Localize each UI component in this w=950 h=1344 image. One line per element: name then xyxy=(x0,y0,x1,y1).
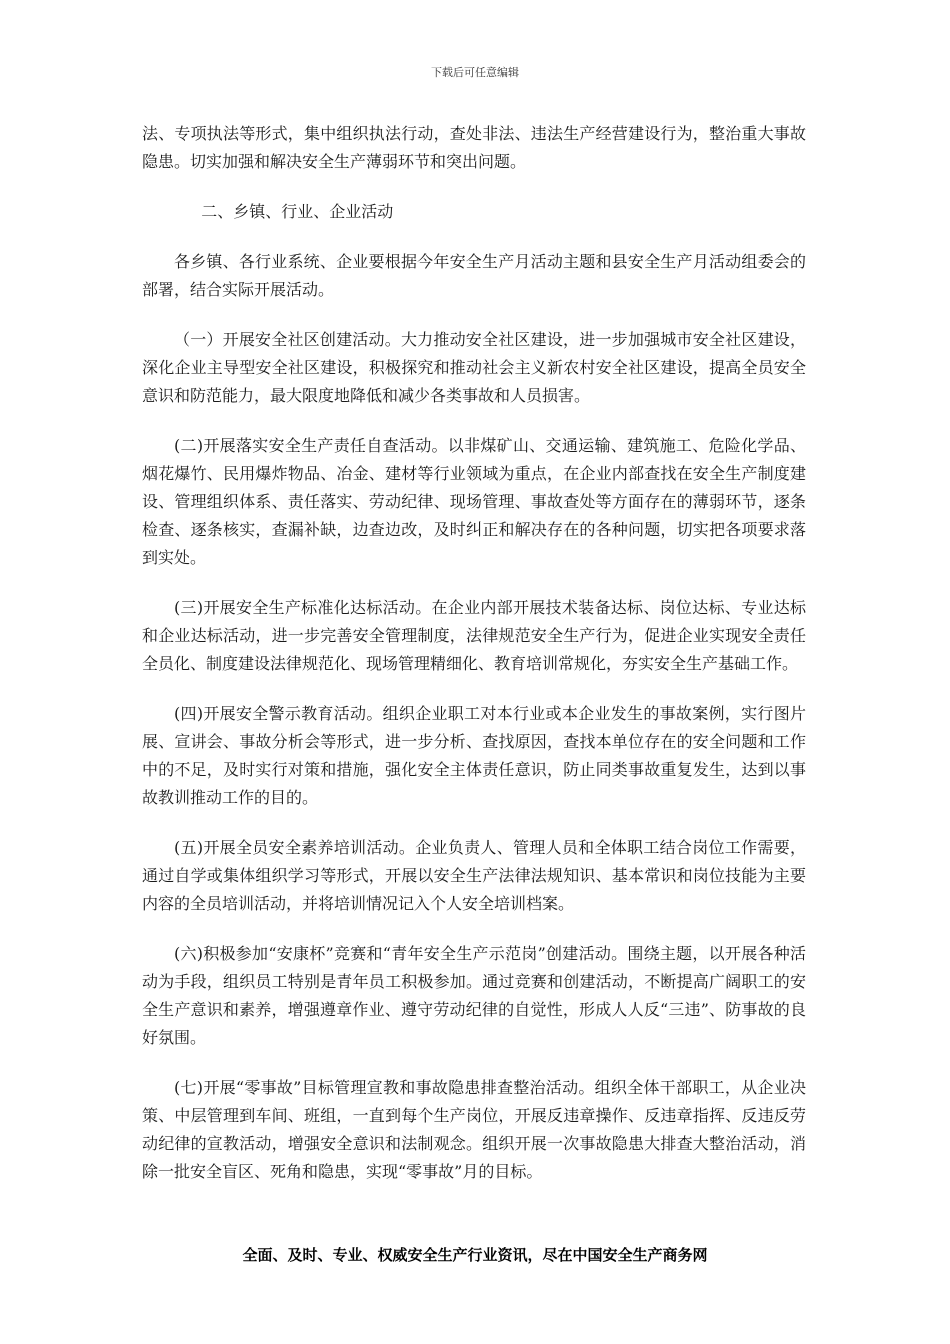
document-body xyxy=(142,120,806,1208)
page-footer: 全面、及时、专业、权威安全生产行业资讯，尽在中国安全生产商务网 xyxy=(242,1246,708,1264)
page-header: 下载后可任意编辑 xyxy=(431,66,519,79)
section-heading: 二、乡镇、行业、企业活动 xyxy=(201,202,394,221)
continuation-paragraph: 法、专项执法等形式，集中组织执法行动，查处非法、违法生产经营建设行为，整治重大事故隐患。切实加强和解决安全生产薄弱环节和突出问题。 xyxy=(142,124,806,171)
item-paragraph-5: (五)开展全员安全素养培训活动。企业负责人、管理人员和全体职工结合岗位工作需要，通过自学或集体组织学习等形式，开展以安全生产法律法规知识、基本常识和岗位技能为主要内容的全员培训活动，并将培训情况记入个人安全培训档案。 xyxy=(142,838,806,913)
item-paragraph-4: (四)开展安全警示教育活动。组织企业职工对本行业或本企业发生的事故案例，实行图片展、宣讲会、事故分析会等形式，进一步分析、查找原因，查找本单位存在的安全问题和工作中的不足，及时实行对策和措施，强化安全主体责任意识，防止同类事故重复发生，达到以事故教训推动工作的目的。 xyxy=(142,704,806,807)
item-paragraph-6: (六)积极参加“安康杯”竞赛和“青年安全生产示范岗”创建活动。围绕主题，以开展各种活动为手段，组织员工特别是青年员工积极参加。通过竞赛和创建活动，不断提高广阔职工的安全生产意识和素养，增强遵章作业、遵守劳动纪律的自觉性，形成人人反“三违”、防事故的良好氛围。 xyxy=(142,944,806,1047)
item-paragraph-3: (三)开展安全生产标准化达标活动。在企业内部开展技术装备达标、岗位达标、专业达标和企业达标活动，进一步完善安全管理制度，法律规范安全生产行为，促进企业实现安全责任全员化、制度建设法律规范化、现场管理精细化、教育培训常规化，夯实安全生产基础工作。 xyxy=(142,598,806,673)
item-paragraph-2: (二)开展落实安全生产责任自查活动。以非煤矿山、交通运输、建筑施工、危险化学品、烟花爆竹、民用爆炸物品、冶金、建材等行业领域为重点，在企业内部查找在安全生产制度建设、管理组织体系、责任落实、劳动纪律、现场管理、事故查处等方面存在的薄弱环节，逐条检查、逐条核实，查漏补缺，边查边改，及时纠正和解决存在的各种问题，切实把各项要求落到实处。 xyxy=(142,436,806,567)
item-paragraph-1: （一）开展安全社区创建活动。大力推动安全社区建设，进一步加强城市安全社区建设，深化企业主导型安全社区建设，积极探究和推动社会主义新农村安全社区建设，提高全员安全意识和防范能力，最大限度地降低和减少各类事故和人员损害。 xyxy=(142,330,806,405)
item-paragraph-7: (七)开展“零事故”目标管理宣教和事故隐患排查整治活动。组织全体干部职工，从企业决策、中层管理到车间、班组，一直到每个生产岗位，开展反违章操作、反违章指挥、反违反劳动纪律的宣教活动，增强安全意识和法制观念。组织开展一次事故隐患大排查大整治活动，消除一批安全盲区、死角和隐患，实现“零事故”月的目标。 xyxy=(142,1078,806,1181)
intro-paragraph: 各乡镇、各行业系统、企业要根据今年安全生产月活动主题和县安全生产月活动组委会的部署，结合实际开展活动。 xyxy=(142,252,806,299)
